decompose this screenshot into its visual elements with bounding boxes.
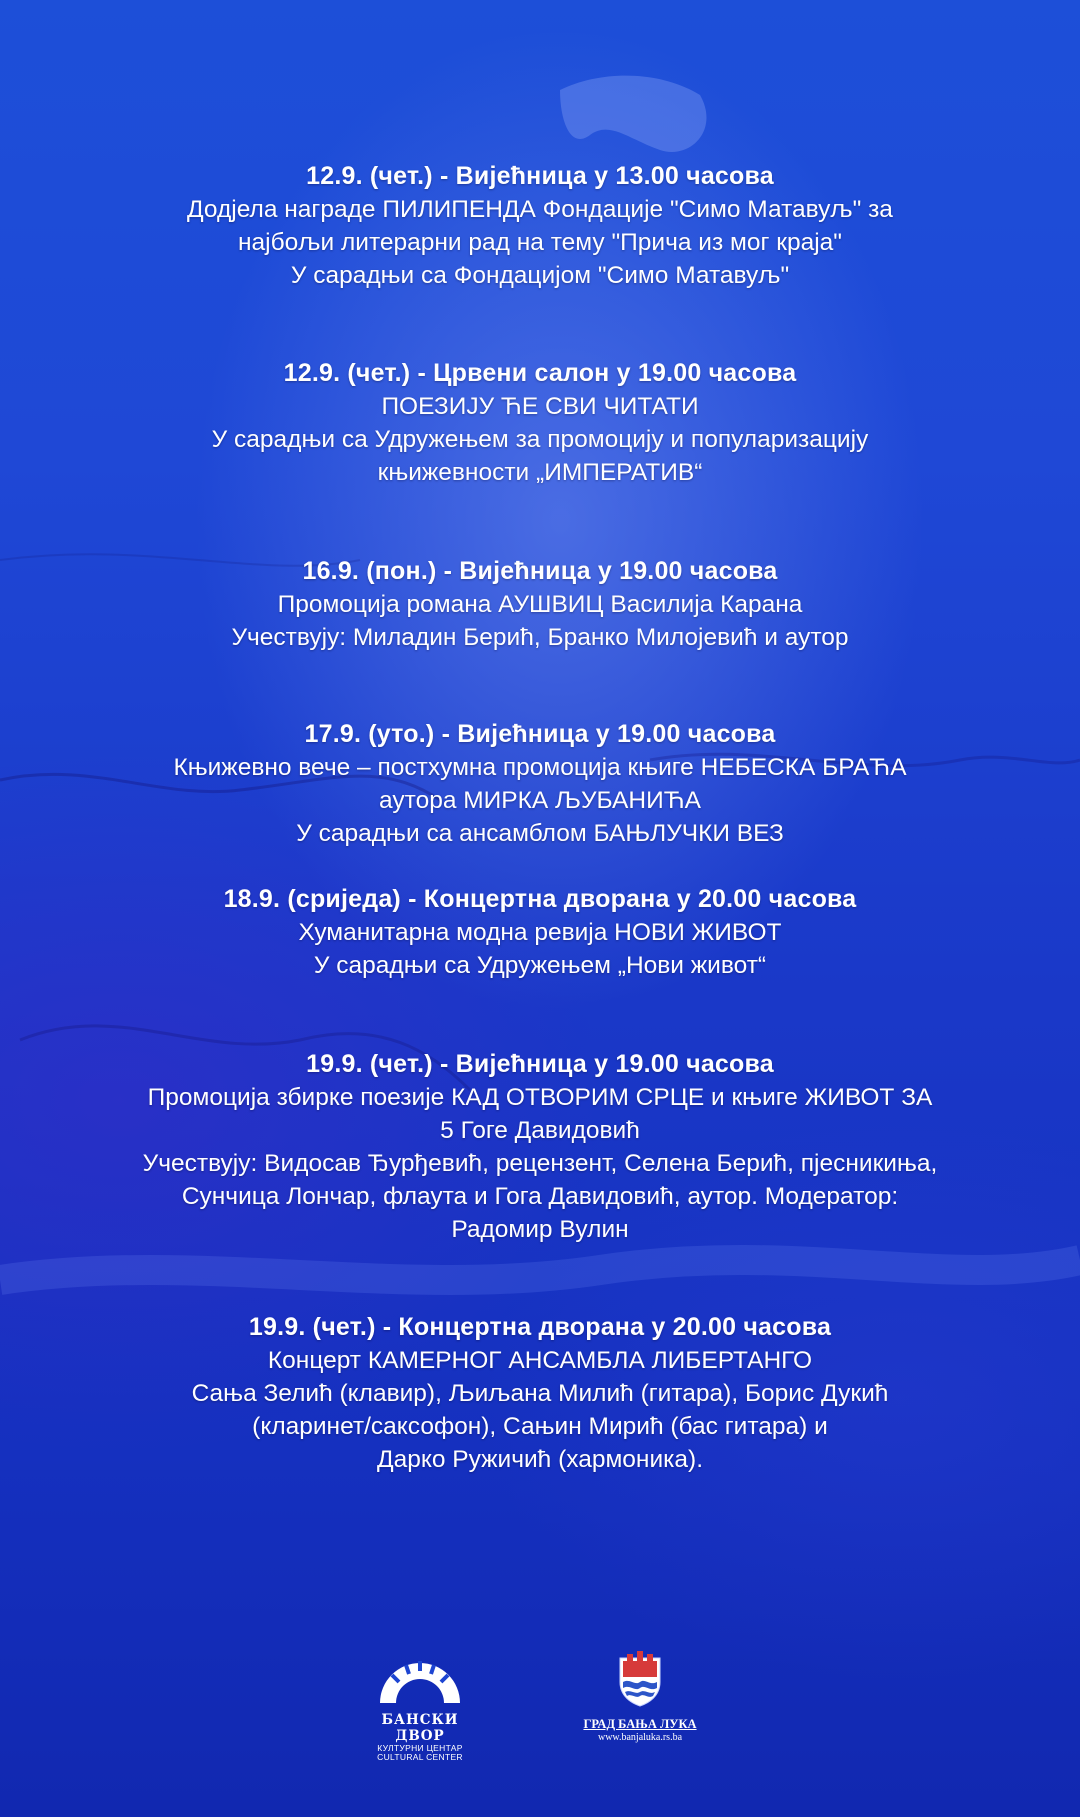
event-text: У сарадњи са Фондацијом "Симо Матавуљ" [290,262,790,289]
event-text: Дарко Ружичић (хармоника). [376,1446,703,1473]
event-text: књижевности „ИМПЕРАТИВ“ [377,459,703,486]
event-heading: 12.9. (чет.) - Црвени салон у 19.00 часова [283,359,797,387]
event-3 [60,555,1020,654]
event-7 [60,1311,1020,1476]
logo-subtitle: CULTURAL CENTER [377,1752,463,1762]
event-heading: 17.9. (уто.) - Вијећница у 19.00 часова [304,720,776,748]
city-coat-of-arms-icon [615,1650,665,1708]
event-text: аутора МИРКА ЉУБАНИЋА [379,787,701,814]
event-heading: 18.9. (сриједа) - Концертна дворана у 20.00 часова [223,885,857,913]
event-text: Радомир Вулин [451,1216,629,1243]
event-text: најбољи литерарни рад на тему "Прича из мог краја" [238,229,842,256]
event-text: Хуманитарна модна ревија НОВИ ЖИВОТ [298,919,782,946]
event-text: У сарадњи са Удружењем за промоцију и популаризацију [211,426,869,453]
logo-url: www.banjaluka.rs.ba [597,1732,683,1743]
banski-dvor-logo [370,1655,470,1762]
event-text: Сунчица Лончар, флаута и Гога Давидовић, аутор. Модератор: [181,1183,899,1210]
event-heading: 12.9. (чет.) - Вијећница у 13.00 часова [306,162,774,190]
event-text: Учествују: Видосав Ђурђевић, рецензент, Селена Берић, пјесникиња, [142,1150,938,1177]
grad-banja-luka-logo [570,1650,710,1743]
event-heading: 19.9. (чет.) - Концертна дворана у 20.00 часова [248,1313,832,1341]
event-text: Промоција збирке поезије КАД ОТВОРИМ СРЦЕ и књиге ЖИВОТ ЗА [147,1084,933,1111]
event-text: 5 Гоге Давидовић [440,1117,640,1144]
footer-logos [0,1640,1080,1760]
event-text: Књижевно вече – постхумна промоција књиге НЕБЕСКА БРАЋА [173,754,907,781]
event-text: (кларинет/саксофон), Сањин Мирић (бас гитара) и [252,1413,828,1440]
arch-icon [372,1655,468,1705]
event-text: Сања Зелић (клавир), Љиљана Милић (гитара), Борис Дукић [191,1380,889,1407]
event-heading: 16.9. (пон.) - Вијећница у 19.00 часова [302,557,778,585]
event-text: ПОЕЗИЈУ ЋЕ СВИ ЧИТАТИ [381,393,699,420]
logo-title: ГРАД БАЊА ЛУКА [583,1717,697,1731]
event-heading: 19.9. (чет.) - Вијећница у 19.00 часова [306,1050,774,1078]
event-2 [60,357,1020,489]
event-text: У сарадњи са ансамблом БАЊЛУЧКИ ВЕЗ [296,820,784,847]
event-text: Концерт КАМЕРНОГ АНСАМБЛА ЛИБЕРТАНГО [267,1347,813,1374]
logo-subtitle: КУЛТУРНИ ЦЕНТАР [377,1743,463,1753]
event-text: Учествују: Миладин Берић, Бранко Милојевић и аутор [231,624,849,651]
event-4 [60,718,1020,850]
event-5 [60,883,1020,982]
event-text: Додјела награде ПИЛИПЕНДА Фондације "Симо Матавуљ" за [187,196,893,223]
logo-title: БАНСКИ ДВОР [381,1712,459,1744]
event-1 [60,160,1020,292]
event-text: Промоција романа АУШВИЦ Василија Карана [277,591,803,618]
event-text: У сарадњи са Удружењем „Нови живот“ [313,952,767,979]
event-6 [60,1048,1020,1246]
